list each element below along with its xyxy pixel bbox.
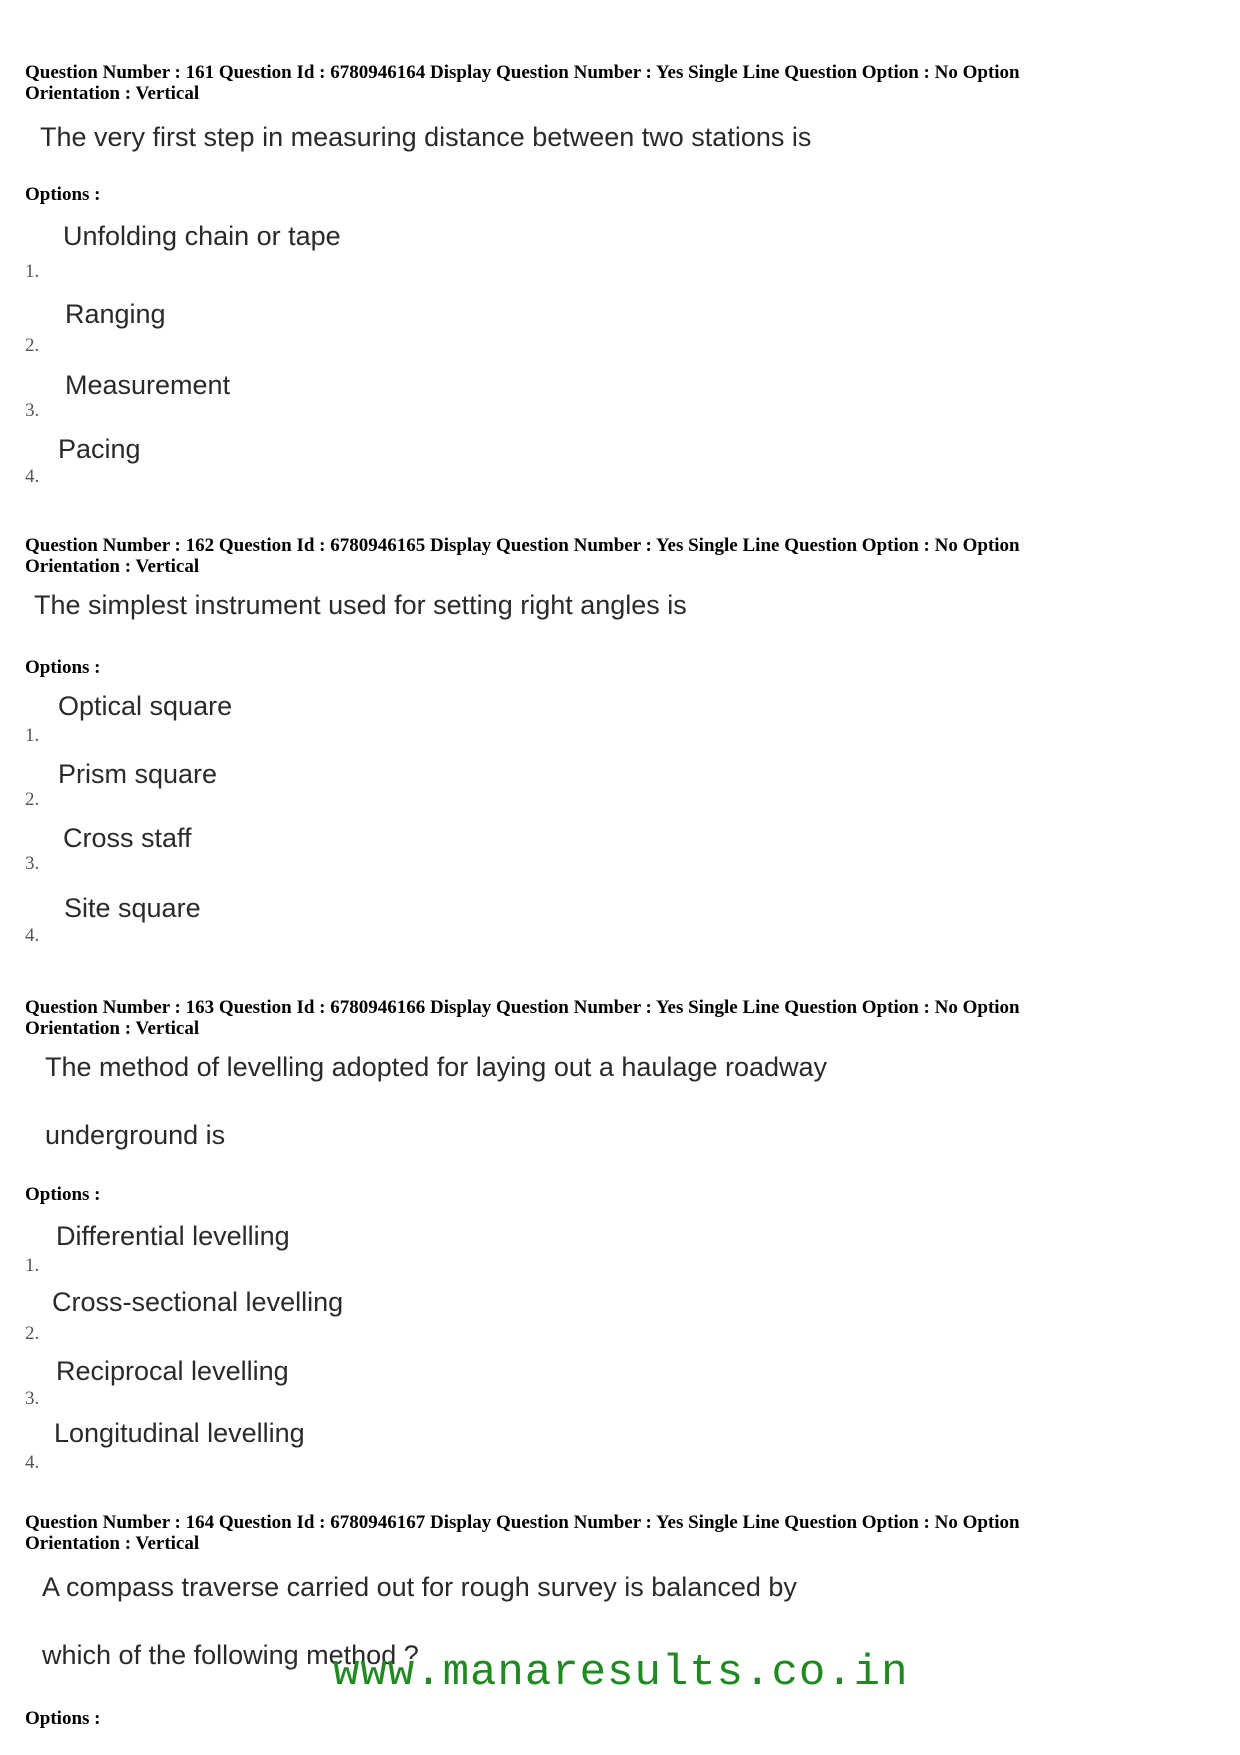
option-4[interactable] (25, 1414, 725, 1484)
question-163 (25, 997, 1225, 1473)
option-text: Differential levelling (56, 1221, 290, 1251)
question-stem-line2: which of the following method ? (42, 1640, 419, 1670)
option-number: 4. (25, 466, 40, 487)
option-text: Unfolding chain or tape (63, 221, 341, 251)
option-3[interactable] (25, 368, 725, 438)
options-label: Options : (25, 1708, 101, 1729)
question-meta-line1: Question Number : 163 Question Id : 6780946166 Display Question Number : Yes Single Line Question Option : No Option (25, 997, 1020, 1018)
options-label: Options : (25, 184, 101, 205)
question-stem-line2: underground is (45, 1120, 226, 1150)
question-stem: The simplest instrument used for setting right angles is (34, 590, 687, 620)
question-meta-line2: Orientation : Vertical (25, 1018, 200, 1039)
option-4[interactable] (25, 432, 725, 502)
question-meta-line2: Orientation : Vertical (25, 83, 200, 104)
option-number: 3. (25, 1388, 40, 1409)
option-2[interactable] (25, 1283, 725, 1353)
question-stem: The very first step in measuring distance between two stations is (40, 122, 812, 152)
option-number: 1. (25, 1255, 40, 1276)
question-meta-line2: Orientation : Vertical (25, 556, 200, 577)
option-number: 2. (25, 789, 40, 810)
question-161 (25, 62, 1225, 487)
option-number: 3. (25, 400, 40, 421)
option-number: 3. (25, 853, 40, 874)
watermark: www.manaresults.co.in (333, 1648, 909, 1698)
question-stem-line1: The method of levelling adopted for laying out a haulage roadway (45, 1052, 828, 1082)
option-1[interactable] (25, 1217, 725, 1287)
option-number: 4. (25, 925, 40, 946)
option-1[interactable] (25, 217, 725, 287)
options-label: Options : (25, 657, 101, 678)
question-meta-line2: Orientation : Vertical (25, 1533, 200, 1554)
option-text: Cross-sectional levelling (52, 1287, 344, 1317)
option-text: Longitudinal levelling (54, 1418, 305, 1448)
option-3[interactable] (25, 1352, 725, 1422)
option-number: 4. (25, 1452, 40, 1473)
option-2[interactable] (25, 755, 725, 825)
question-stem-line1: A compass traverse carried out for rough survey is balanced by (42, 1572, 797, 1602)
option-number: 2. (25, 1323, 40, 1344)
option-text: Measurement (65, 370, 231, 400)
question-meta-line1: Question Number : 162 Question Id : 6780946165 Display Question Number : Yes Single Line Question Option : No Option (25, 535, 1020, 556)
option-text: Pacing (58, 434, 141, 464)
option-text: Ranging (65, 299, 166, 329)
option-3[interactable] (25, 819, 725, 889)
option-1[interactable] (25, 687, 725, 757)
option-text: Optical square (58, 691, 233, 721)
option-2[interactable] (25, 295, 725, 365)
option-text: Prism square (58, 759, 218, 789)
option-number: 2. (25, 335, 40, 356)
question-162 (25, 535, 1225, 946)
option-number: 1. (25, 725, 40, 746)
option-text: Cross staff (63, 823, 192, 853)
question-meta-line1: Question Number : 161 Question Id : 6780946164 Display Question Number : Yes Single Line Question Option : No Option (25, 62, 1020, 83)
option-4[interactable] (25, 889, 725, 959)
option-text: Site square (64, 893, 201, 923)
options-label: Options : (25, 1184, 101, 1205)
option-text: Reciprocal levelling (56, 1356, 289, 1386)
option-number: 1. (25, 261, 40, 282)
question-meta-line1: Question Number : 164 Question Id : 6780946167 Display Question Number : Yes Single Line Question Option : No Option (25, 1512, 1020, 1533)
